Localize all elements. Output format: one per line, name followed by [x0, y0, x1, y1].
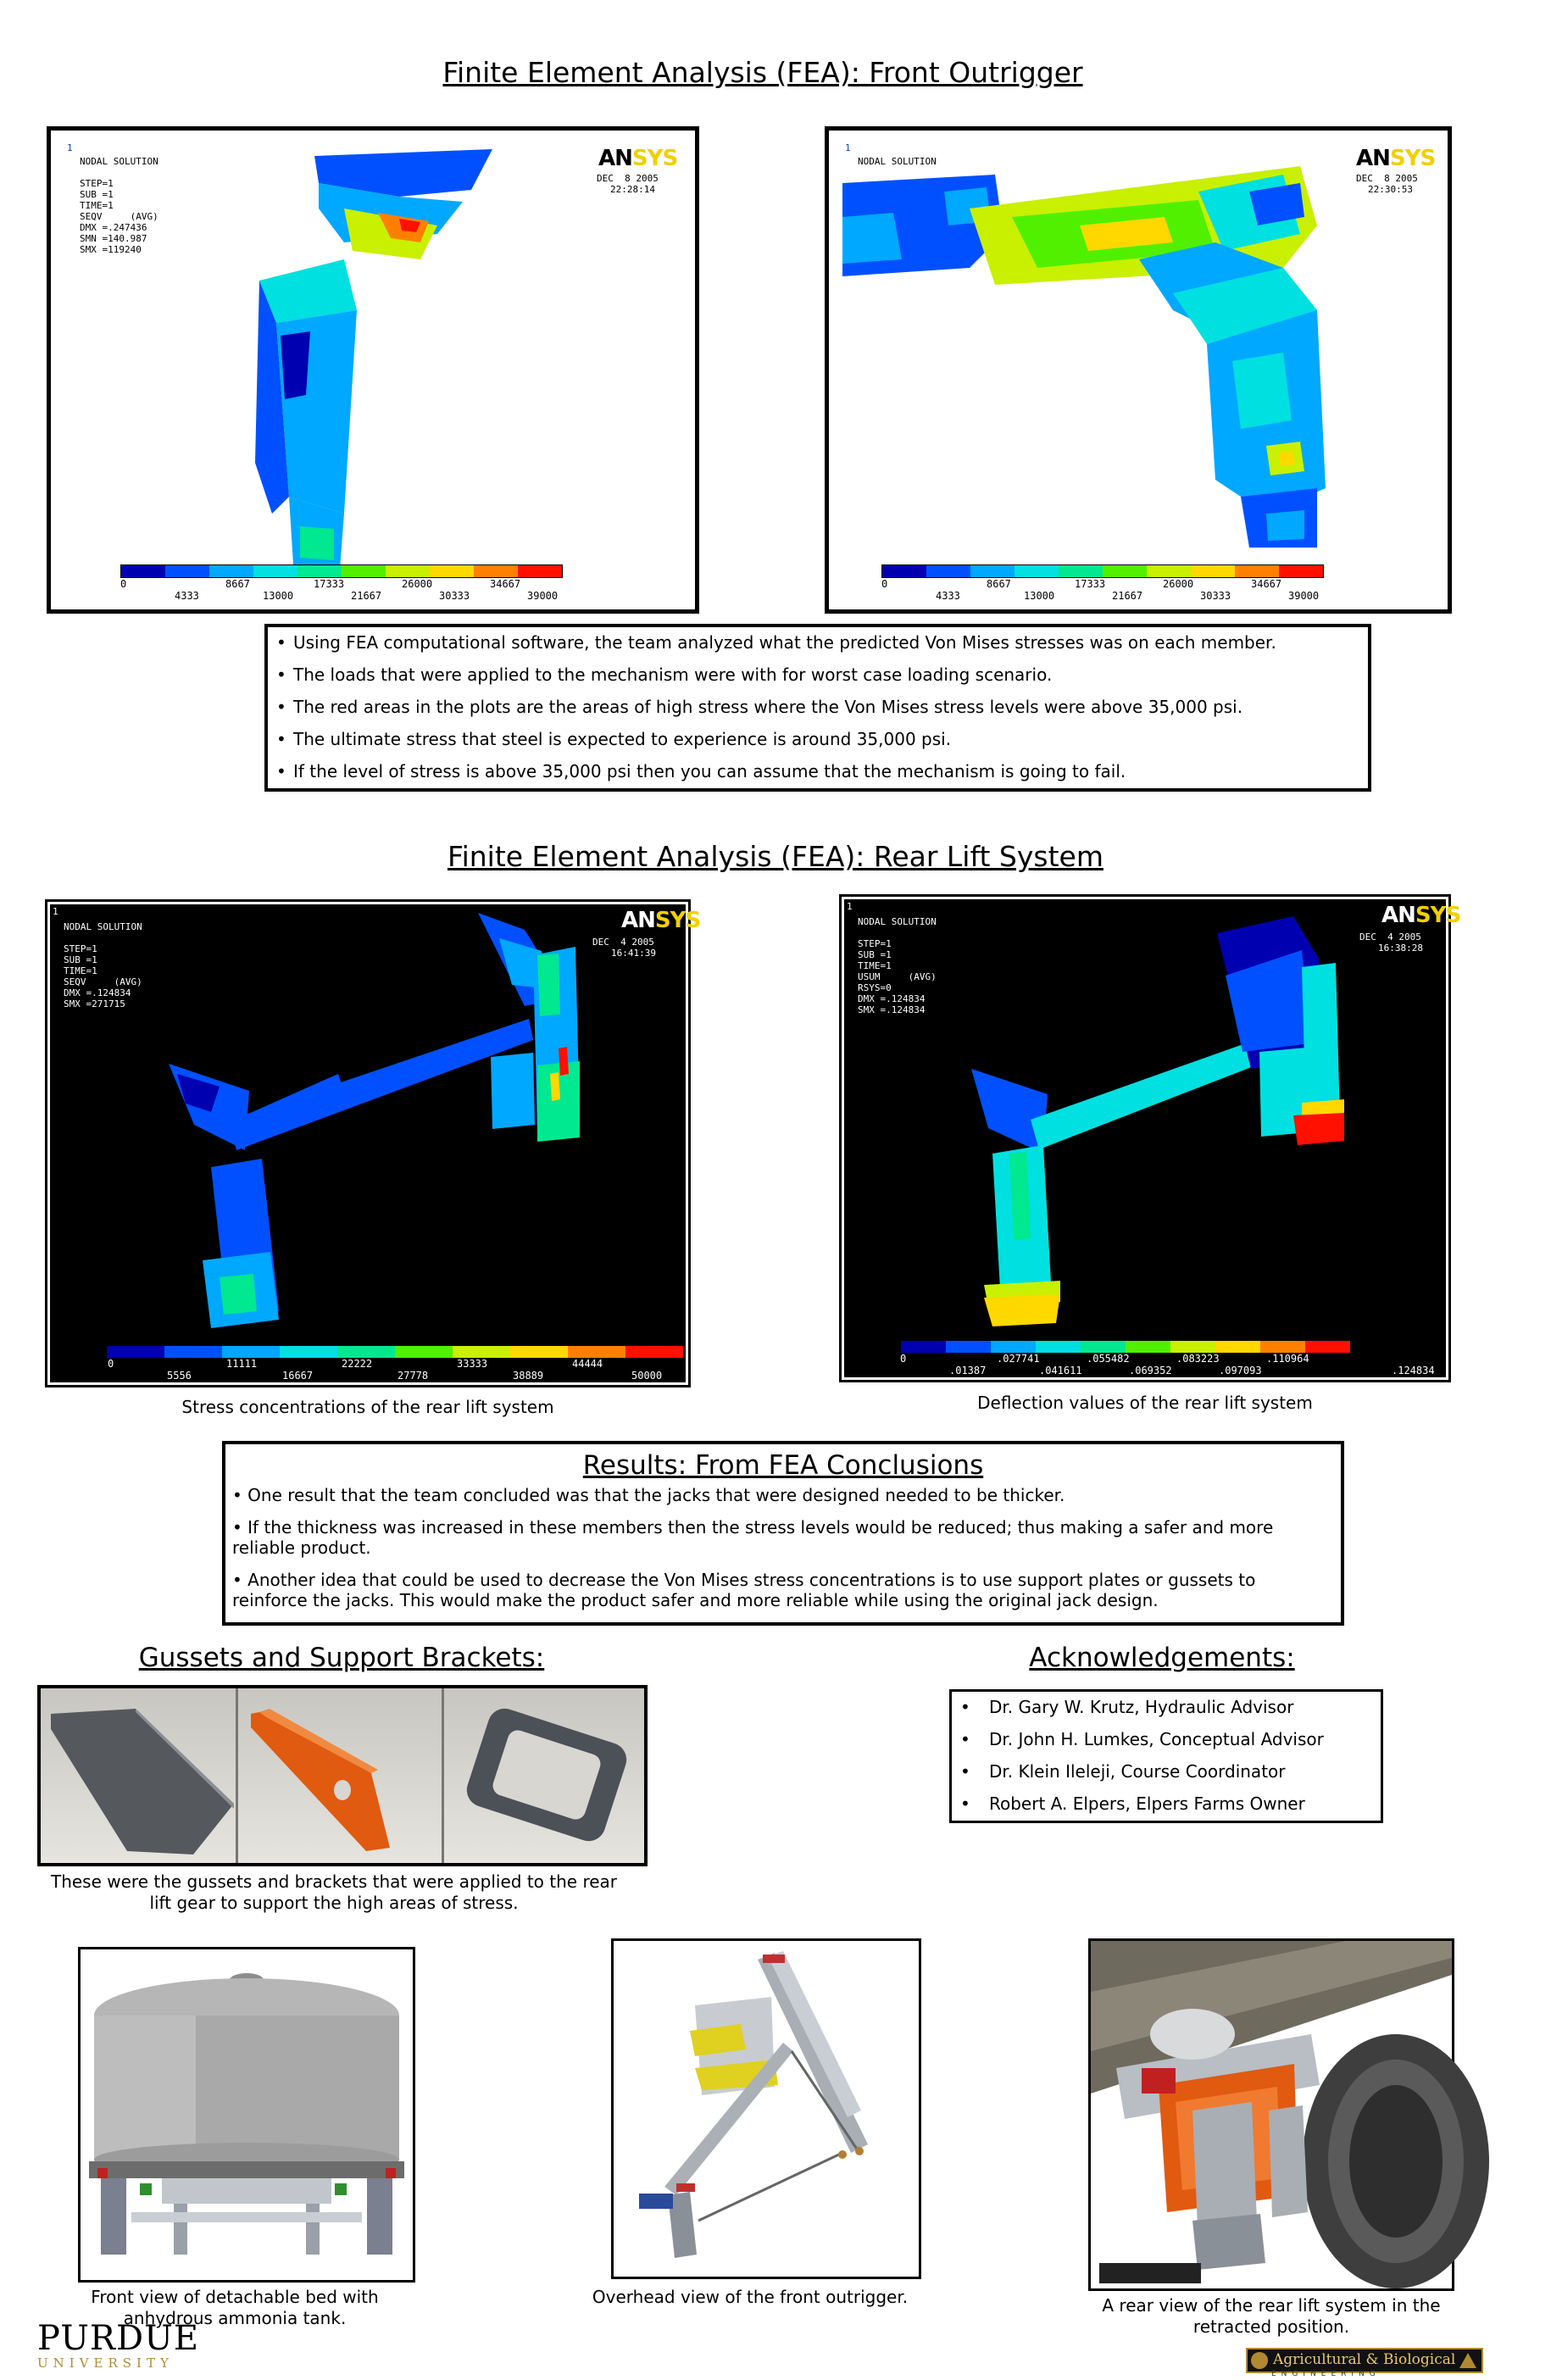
university-wordmark: UNIVERSITY	[37, 2355, 174, 2371]
rear-lift-render	[1091, 1941, 1452, 2288]
rear-view-photo	[1088, 1938, 1454, 2291]
rear-lift-model-stress	[50, 904, 686, 1345]
gussets-caption: These were the gussets and brackets that were applied to the rear lift gear to support the high areas of stress.	[50, 1871, 618, 1913]
list-item: • Another idea that could be used to decrease the Von Mises stress concentrations is to use support plates or gussets to reinforce the jacks. This would make the product safer and more reliable while using the original jack design.	[232, 1570, 1256, 1610]
plot-header: NODAL SOLUTION STEP=1 SUB =1 TIME=1 SEQV (AVG) DMX =.247436 SMN =140.987 SMX =119240	[80, 156, 158, 255]
ansys-logo: ANSYS	[598, 146, 678, 171]
plot-time: 22:30:53	[1368, 184, 1413, 195]
front-notes-box	[264, 624, 1371, 792]
tick-label: 21667	[1112, 590, 1143, 602]
tick-label: .027741	[997, 1353, 1040, 1365]
tick-label: 34667	[1251, 578, 1282, 590]
front-left-plot	[64, 141, 681, 602]
plot-index: 1	[847, 901, 853, 912]
colorbar	[106, 1345, 684, 1359]
tick-label: 22222	[342, 1358, 373, 1370]
gusset-shapes	[41, 1688, 644, 1863]
colorbar	[881, 564, 1324, 578]
ammonia-tank-render	[81, 1949, 413, 2280]
tick-label: 0	[108, 1358, 114, 1370]
front-bed-caption: Front view of detachable bed with anhydrous ammonia tank.	[91, 2287, 379, 2328]
tick-label: 44444	[572, 1358, 603, 1370]
list-item: • Dr. Gary W. Krutz, Hydraulic Advisor	[960, 1697, 1294, 1717]
list-item: • If the level of stress is above 35,000 psi then you can assume that the mechanism is going to fail.	[276, 761, 1126, 781]
results-title: Results: From FEA Conclusions	[582, 1450, 984, 1481]
tick-label: 27778	[397, 1370, 429, 1382]
rear-right-caption: Deflection values of the rear lift system	[977, 1393, 1313, 1413]
tick-label: 8667	[225, 578, 250, 590]
gussets-image-frame	[37, 1685, 648, 1866]
list-item: • Using FEA computational software, the team analyzed what the predicted Von Mises stresses was on each member.	[276, 632, 1276, 653]
list-item: • If the thickness was increased in these members then the stress levels would be reduced; thus making a safer and more reliable product.	[232, 1517, 1274, 1558]
tick-label: 11111	[226, 1358, 258, 1370]
plot-time: 16:41:39	[611, 948, 656, 959]
tick-label: 17333	[314, 578, 345, 590]
colorbar	[900, 1340, 1351, 1354]
list-item: • Dr. Klein Ileleji, Course Coordinator	[960, 1761, 1286, 1782]
outrigger-model-right	[842, 141, 1436, 564]
front-left-plot-frame	[47, 126, 699, 614]
results-box	[222, 1441, 1344, 1626]
overhead-caption: Overhead view of the front outrigger.	[592, 2287, 909, 2307]
tick-label: 8667	[987, 578, 1011, 590]
tick-label: 39000	[1288, 590, 1320, 602]
rear-lift-model-deflection	[844, 899, 1446, 1340]
tick-label: .097093	[1219, 1365, 1262, 1376]
rear-left-plot-frame	[45, 899, 701, 1387]
plot-date: DEC 4 2005	[592, 937, 654, 948]
abe-sub-text: ENGINEERING	[1271, 2370, 1381, 2378]
tick-label: 26000	[402, 578, 433, 590]
list-item: • Robert A. Elpers, Elpers Farms Owner	[960, 1793, 1305, 1814]
tick-label: 0	[881, 578, 888, 590]
tick-label: 0	[120, 578, 127, 590]
plot-time: 22:28:14	[610, 184, 655, 195]
tick-label: .110964	[1266, 1353, 1309, 1365]
outrigger-model-left	[64, 141, 681, 564]
tick-label: 30333	[1200, 590, 1231, 602]
tick-label: 13000	[263, 590, 294, 602]
tick-label: 5556	[167, 1370, 192, 1382]
ansys-logo: ANSYS	[621, 908, 701, 933]
tick-label: 50000	[631, 1370, 663, 1382]
front-right-plot	[842, 141, 1436, 602]
abe-seal-icon	[1251, 2352, 1268, 2369]
purdue-wordmark: PURDUE	[37, 2319, 200, 2358]
ansys-logo: ANSYS	[1356, 146, 1436, 171]
tick-label: 34667	[490, 578, 521, 590]
tick-label: .083223	[1176, 1353, 1220, 1365]
rear-left-caption: Stress concentrations of the rear lift system	[181, 1397, 554, 1417]
tick-label: .124834	[1392, 1365, 1435, 1376]
plot-index: 1	[67, 142, 73, 153]
list-item: • The red areas in the plots are the areas of high stress where the Von Mises stress levels were above 35,000 psi.	[276, 697, 1243, 717]
tick-label: 4333	[936, 590, 960, 602]
tick-label: .069352	[1129, 1365, 1172, 1376]
tick-label: 16667	[282, 1370, 314, 1382]
purdue-logo	[37, 2321, 207, 2370]
tick-label: 17333	[1075, 578, 1106, 590]
rear-left-plot	[50, 904, 701, 1382]
tick-label: 26000	[1163, 578, 1194, 590]
colorbar	[120, 564, 563, 578]
tick-label: .041611	[1039, 1365, 1082, 1376]
plot-header: NODAL SOLUTION	[858, 156, 937, 167]
plot-date: DEC 4 2005	[1359, 931, 1421, 943]
tick-label: 13000	[1024, 590, 1055, 602]
tick-label: 30333	[439, 590, 470, 602]
list-item: • The loads that were applied to the mechanism were with for worst case loading scenario.	[276, 665, 1053, 685]
acknowledgements-title: Acknowledgements:	[1029, 1643, 1295, 1673]
rear-right-plot	[844, 899, 1461, 1377]
rear-lift-title: Finite Element Analysis (FEA): Rear Lift System	[447, 840, 1103, 873]
acknowledgements-box	[949, 1689, 1383, 1823]
tick-label: 38889	[513, 1370, 544, 1382]
list-item: • One result that the team concluded was that the jacks that were designed needed to be thicker.	[232, 1485, 1065, 1505]
front-bed-photo	[78, 1947, 415, 2283]
plot-header: NODAL SOLUTION STEP=1 SUB =1 TIME=1 USUM (AVG) RSYS=0 DMX =.124834 SMX =.124834	[858, 916, 937, 1015]
front-outrigger-title: Finite Element Analysis (FEA): Front Outrigger	[442, 56, 1083, 89]
plot-date: DEC 8 2005	[1356, 173, 1418, 184]
rear-right-plot-frame	[839, 894, 1461, 1382]
plot-index: 1	[845, 142, 851, 153]
overhead-outrigger-photo	[611, 1938, 921, 2279]
list-item: • Dr. John H. Lumkes, Conceptual Advisor	[960, 1729, 1324, 1749]
ansys-logo: ANSYS	[1381, 903, 1461, 928]
tick-label: .055482	[1087, 1353, 1130, 1365]
abe-triangle-icon	[1459, 2353, 1476, 2368]
plot-header: NODAL SOLUTION STEP=1 SUB =1 TIME=1 SEQV (AVG) DMX =.124834 SMX =271715	[64, 921, 142, 1009]
plot-date: DEC 8 2005	[597, 173, 659, 184]
rear-view-caption: A rear view of the rear lift system in the retracted position.	[1102, 2295, 1441, 2337]
list-item: • The ultimate stress that steel is expected to experience is around 35,000 psi.	[276, 729, 952, 749]
tick-label: .01387	[949, 1365, 987, 1376]
abe-dept-text: Agricultural & Biological	[1273, 2351, 1456, 2368]
tick-label: 39000	[527, 590, 559, 602]
tick-label: 21667	[351, 590, 382, 602]
plot-index: 1	[53, 906, 58, 917]
plot-time: 16:38:28	[1378, 943, 1423, 954]
gussets-title: Gussets and Support Brackets:	[138, 1643, 545, 1673]
tick-label: 0	[900, 1353, 907, 1365]
tick-label: 33333	[457, 1358, 488, 1370]
tick-label: 4333	[175, 590, 199, 602]
front-right-plot-frame	[825, 126, 1452, 614]
outrigger-overhead-render	[614, 1941, 919, 2277]
